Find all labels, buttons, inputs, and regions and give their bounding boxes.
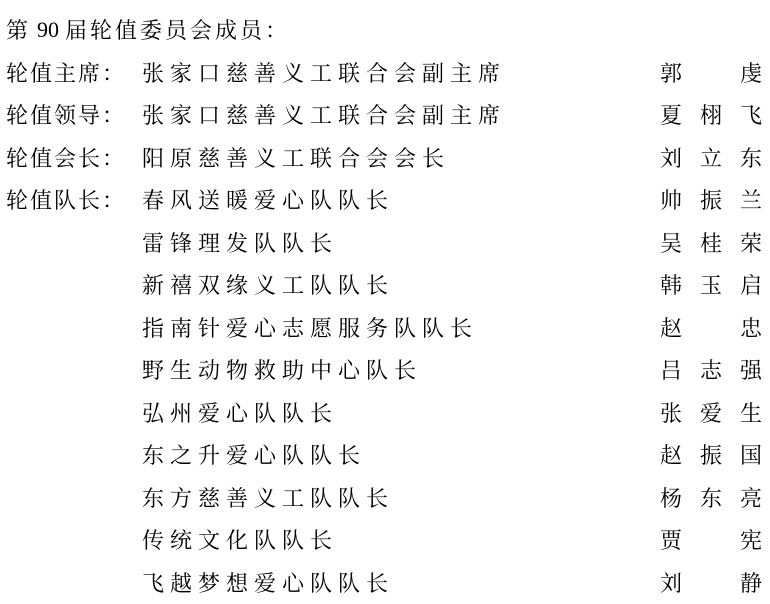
member-row xyxy=(6,221,762,264)
member-row xyxy=(6,264,762,307)
row-person-name: 吴桂荣 xyxy=(660,230,762,256)
row-organization-role: 阳原慈善义工联合会会长 xyxy=(142,145,451,171)
title-suffix: 届轮值委员会成员： xyxy=(65,18,291,43)
row-position-label: 轮值领导： xyxy=(6,103,127,129)
page-title xyxy=(6,8,762,51)
member-list xyxy=(6,51,762,604)
row-person-name: 赵振国 xyxy=(660,443,762,469)
member-row xyxy=(6,94,762,137)
title-session-number: 90 xyxy=(37,16,60,42)
row-organization-role: 东方慈善义工队队长 xyxy=(142,485,395,511)
row-person-name: 刘立东 xyxy=(660,145,762,171)
row-organization-role: 新禧双缘义工队队长 xyxy=(142,273,395,299)
row-organization-role: 雷锋理发队队长 xyxy=(142,230,339,256)
member-row xyxy=(6,561,762,604)
row-organization-role: 飞越梦想爱心队队长 xyxy=(142,570,395,596)
row-person-name: 夏栩飞 xyxy=(660,103,762,129)
title-prefix: 第 xyxy=(6,18,32,43)
row-organization-role: 张家口慈善义工联合会副主席 xyxy=(142,60,507,86)
row-organization-role: 张家口慈善义工联合会副主席 xyxy=(142,103,507,129)
member-row xyxy=(6,349,762,392)
member-row xyxy=(6,306,762,349)
row-organization-role: 指南针爱心志愿服务队队长 xyxy=(142,315,479,341)
member-row xyxy=(6,519,762,562)
member-row xyxy=(6,136,762,179)
row-person-name: 张爱生 xyxy=(660,400,762,426)
row-position-label: 轮值主席： xyxy=(6,60,127,86)
row-person-name: 帅振兰 xyxy=(660,188,762,214)
member-row xyxy=(6,391,762,434)
row-person-name: 杨东亮 xyxy=(660,485,762,511)
row-organization-role: 野生动物救助中心队长 xyxy=(142,358,423,384)
member-row xyxy=(6,434,762,477)
row-person-name: 刘静 xyxy=(660,570,762,596)
row-person-name: 吕志强 xyxy=(660,358,762,384)
row-person-name: 赵忠 xyxy=(660,315,762,341)
member-row xyxy=(6,476,762,519)
row-position-label: 轮值会长： xyxy=(6,145,127,171)
row-organization-role: 东之升爱心队队长 xyxy=(142,443,367,469)
member-row xyxy=(6,51,762,94)
row-person-name: 郭虔 xyxy=(660,60,762,86)
row-organization-role: 弘州爱心队队长 xyxy=(142,400,339,426)
row-person-name: 韩玉启 xyxy=(660,273,762,299)
row-organization-role: 传统文化队队长 xyxy=(142,528,339,554)
row-position-label: 轮值队长： xyxy=(6,188,127,214)
row-person-name: 贾宪 xyxy=(660,528,762,554)
member-row xyxy=(6,179,762,222)
row-organization-role: 春风送暖爱心队队长 xyxy=(142,188,395,214)
